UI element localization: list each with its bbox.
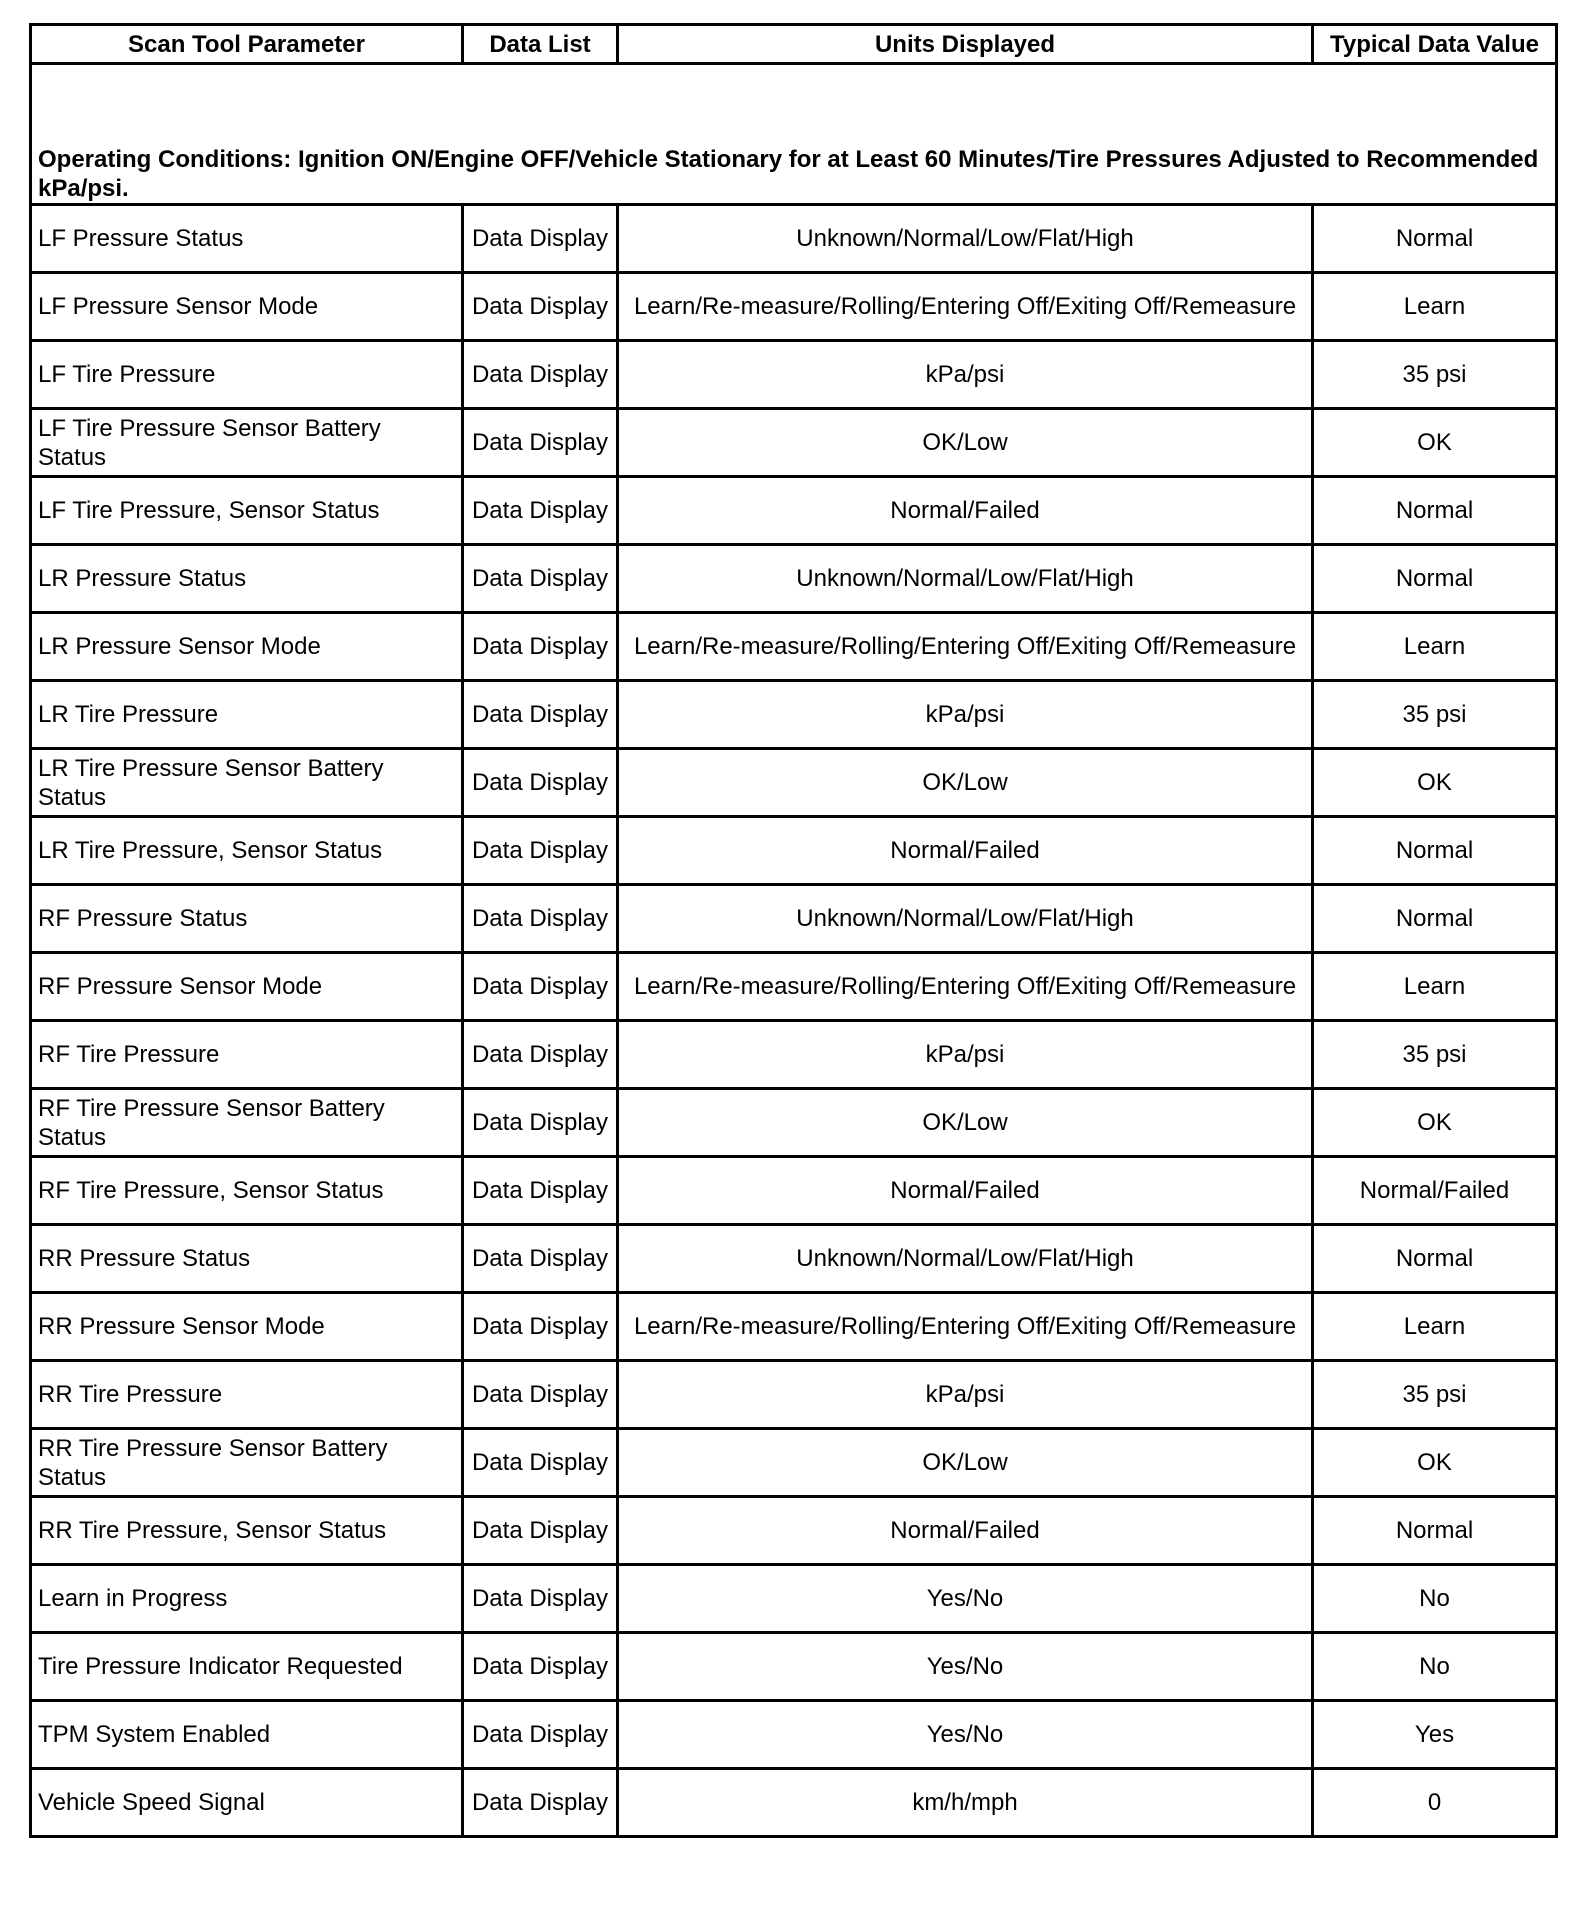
cell-units: kPa/psi (618, 1021, 1313, 1089)
cell-parameter: Tire Pressure Indicator Requested (31, 1633, 463, 1701)
cell-units: Normal/Failed (618, 1497, 1313, 1565)
cell-parameter: LF Pressure Sensor Mode (31, 273, 463, 341)
cell-units: Normal/Failed (618, 477, 1313, 545)
table-row (31, 1497, 1557, 1565)
cell-typical-value: Normal (1313, 1497, 1557, 1565)
cell-data-list: Data Display (463, 1429, 618, 1497)
scan-tool-data-table (29, 23, 1558, 1838)
table-row (31, 1293, 1557, 1361)
table-row (31, 1633, 1557, 1701)
cell-data-list: Data Display (463, 613, 618, 681)
cell-units: Learn/Re-measure/Rolling/Entering Off/Exiting Off/Remeasure (618, 953, 1313, 1021)
cell-data-list: Data Display (463, 1769, 618, 1837)
cell-parameter: LF Tire Pressure, Sensor Status (31, 477, 463, 545)
cell-data-list: Data Display (463, 1565, 618, 1633)
cell-typical-value: Yes (1313, 1701, 1557, 1769)
cell-parameter: RR Pressure Status (31, 1225, 463, 1293)
cell-data-list: Data Display (463, 1157, 618, 1225)
table-row (31, 1361, 1557, 1429)
cell-units: km/h/mph (618, 1769, 1313, 1837)
header-scan-tool-parameter: Scan Tool Parameter (31, 25, 463, 64)
table-row (31, 1021, 1557, 1089)
cell-data-list: Data Display (463, 817, 618, 885)
cell-data-list: Data Display (463, 205, 618, 273)
cell-typical-value: 35 psi (1313, 341, 1557, 409)
cell-data-list: Data Display (463, 1225, 618, 1293)
cell-data-list: Data Display (463, 409, 618, 477)
cell-data-list: Data Display (463, 749, 618, 817)
cell-units: Normal/Failed (618, 1157, 1313, 1225)
cell-typical-value: No (1313, 1565, 1557, 1633)
cell-typical-value: Learn (1313, 613, 1557, 681)
table-row (31, 681, 1557, 749)
table-row (31, 1089, 1557, 1157)
cell-typical-value: Normal (1313, 205, 1557, 273)
cell-parameter: LR Tire Pressure Sensor Battery Status (31, 749, 463, 817)
cell-units: kPa/psi (618, 1361, 1313, 1429)
table-row (31, 885, 1557, 953)
cell-typical-value: 35 psi (1313, 681, 1557, 749)
cell-typical-value: OK (1313, 409, 1557, 477)
cell-parameter: RF Tire Pressure Sensor Battery Status (31, 1089, 463, 1157)
cell-units: Normal/Failed (618, 817, 1313, 885)
operating-conditions-row (31, 64, 1557, 205)
cell-units: OK/Low (618, 409, 1313, 477)
cell-units: Unknown/Normal/Low/Flat/High (618, 545, 1313, 613)
cell-units: OK/Low (618, 749, 1313, 817)
cell-data-list: Data Display (463, 273, 618, 341)
cell-units: kPa/psi (618, 681, 1313, 749)
cell-parameter: RR Tire Pressure, Sensor Status (31, 1497, 463, 1565)
cell-parameter: LR Tire Pressure (31, 681, 463, 749)
cell-parameter: RF Tire Pressure (31, 1021, 463, 1089)
cell-data-list: Data Display (463, 341, 618, 409)
cell-parameter: RF Pressure Sensor Mode (31, 953, 463, 1021)
cell-typical-value: Normal (1313, 817, 1557, 885)
cell-typical-value: No (1313, 1633, 1557, 1701)
cell-data-list: Data Display (463, 681, 618, 749)
cell-typical-value: 35 psi (1313, 1361, 1557, 1429)
cell-parameter: RR Pressure Sensor Mode (31, 1293, 463, 1361)
cell-typical-value: OK (1313, 1429, 1557, 1497)
header-typical-data-value: Typical Data Value (1313, 25, 1557, 64)
cell-units: Unknown/Normal/Low/Flat/High (618, 885, 1313, 953)
table-row (31, 341, 1557, 409)
cell-data-list: Data Display (463, 1021, 618, 1089)
cell-typical-value: Normal (1313, 885, 1557, 953)
table-row (31, 545, 1557, 613)
cell-parameter: RR Tire Pressure Sensor Battery Status (31, 1429, 463, 1497)
table-row (31, 953, 1557, 1021)
table-row (31, 817, 1557, 885)
cell-data-list: Data Display (463, 1497, 618, 1565)
table-row (31, 749, 1557, 817)
cell-units: Yes/No (618, 1701, 1313, 1769)
cell-data-list: Data Display (463, 1089, 618, 1157)
cell-units: kPa/psi (618, 341, 1313, 409)
cell-typical-value: Learn (1313, 273, 1557, 341)
table-row (31, 1701, 1557, 1769)
cell-units: Learn/Re-measure/Rolling/Entering Off/Exiting Off/Remeasure (618, 273, 1313, 341)
cell-units: Yes/No (618, 1565, 1313, 1633)
cell-parameter: LR Pressure Status (31, 545, 463, 613)
cell-parameter: RF Tire Pressure, Sensor Status (31, 1157, 463, 1225)
cell-data-list: Data Display (463, 1701, 618, 1769)
cell-data-list: Data Display (463, 1361, 618, 1429)
cell-parameter: RR Tire Pressure (31, 1361, 463, 1429)
cell-data-list: Data Display (463, 885, 618, 953)
cell-parameter: LF Tire Pressure Sensor Battery Status (31, 409, 463, 477)
operating-conditions: Operating Conditions: Ignition ON/Engine OFF/Vehicle Stationary for at Least 60 Minutes/Tire Pressures Adjusted to Recommended kPa/psi. (31, 64, 1557, 205)
cell-typical-value: Learn (1313, 1293, 1557, 1361)
table-row (31, 1565, 1557, 1633)
table-row (31, 1429, 1557, 1497)
cell-parameter: LF Tire Pressure (31, 341, 463, 409)
cell-units: Learn/Re-measure/Rolling/Entering Off/Exiting Off/Remeasure (618, 1293, 1313, 1361)
table-row (31, 205, 1557, 273)
cell-typical-value: Learn (1313, 953, 1557, 1021)
table-row (31, 409, 1557, 477)
table-row (31, 613, 1557, 681)
cell-parameter: LR Pressure Sensor Mode (31, 613, 463, 681)
cell-typical-value: Normal (1313, 477, 1557, 545)
table-row (31, 1225, 1557, 1293)
cell-typical-value: OK (1313, 1089, 1557, 1157)
header-units-displayed: Units Displayed (618, 25, 1313, 64)
header-data-list: Data List (463, 25, 618, 64)
cell-units: OK/Low (618, 1429, 1313, 1497)
cell-parameter: LR Tire Pressure, Sensor Status (31, 817, 463, 885)
table-row (31, 1769, 1557, 1837)
cell-parameter: LF Pressure Status (31, 205, 463, 273)
cell-typical-value: Normal (1313, 1225, 1557, 1293)
cell-units: Learn/Re-measure/Rolling/Entering Off/Exiting Off/Remeasure (618, 613, 1313, 681)
table-row (31, 273, 1557, 341)
cell-typical-value: Normal/Failed (1313, 1157, 1557, 1225)
cell-typical-value: 0 (1313, 1769, 1557, 1837)
cell-data-list: Data Display (463, 1293, 618, 1361)
cell-units: OK/Low (618, 1089, 1313, 1157)
cell-typical-value: 35 psi (1313, 1021, 1557, 1089)
cell-parameter: RF Pressure Status (31, 885, 463, 953)
cell-data-list: Data Display (463, 545, 618, 613)
cell-parameter: TPM System Enabled (31, 1701, 463, 1769)
cell-typical-value: OK (1313, 749, 1557, 817)
cell-units: Unknown/Normal/Low/Flat/High (618, 205, 1313, 273)
cell-units: Yes/No (618, 1633, 1313, 1701)
cell-parameter: Vehicle Speed Signal (31, 1769, 463, 1837)
table-row (31, 1157, 1557, 1225)
cell-data-list: Data Display (463, 1633, 618, 1701)
cell-parameter: Learn in Progress (31, 1565, 463, 1633)
header-row (31, 25, 1557, 64)
cell-data-list: Data Display (463, 477, 618, 545)
cell-units: Unknown/Normal/Low/Flat/High (618, 1225, 1313, 1293)
cell-typical-value: Normal (1313, 545, 1557, 613)
cell-data-list: Data Display (463, 953, 618, 1021)
table-row (31, 477, 1557, 545)
